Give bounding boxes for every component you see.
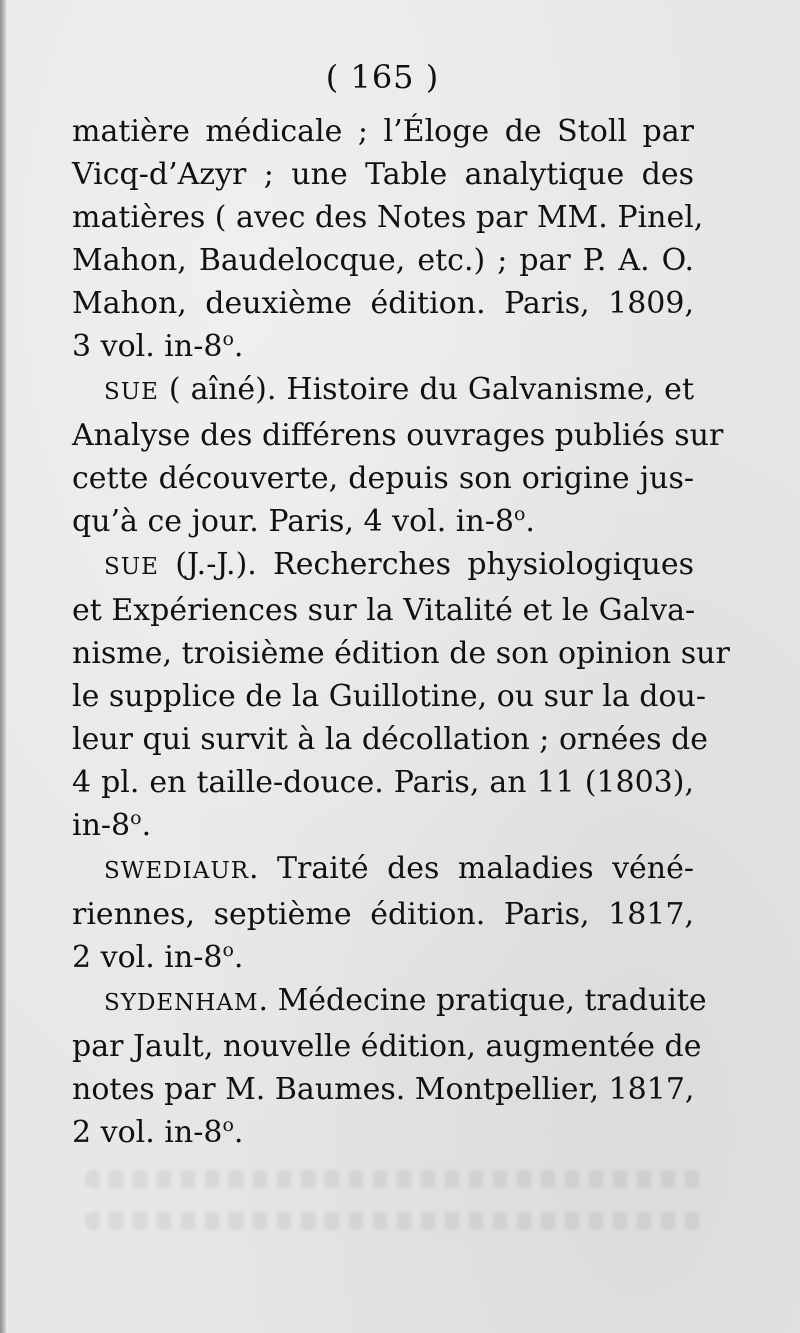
text-line (72, 675, 706, 718)
line-end-punctuation: . (525, 504, 535, 539)
bleed-through-mark (85, 1170, 705, 1188)
bleed-through-mark (85, 1212, 705, 1230)
line-text: Mahon, deuxième édition. Paris, 1809, (72, 286, 694, 321)
line-text: qu’à ce jour. Paris, 4 vol. in-8 (72, 504, 514, 539)
body-text (72, 110, 730, 1154)
line-end-punctuation: . (233, 329, 244, 364)
superscript: o (513, 503, 526, 525)
page-number-header: ( 165 ) (325, 58, 440, 96)
line-text: cette découverte, depuis son origine jus- (72, 461, 694, 496)
text-line (72, 847, 694, 893)
line-text: Mahon, Baudelocque, etc.) ; par P. A. O. (72, 243, 694, 278)
superscript: o (222, 328, 234, 350)
text-line (72, 196, 704, 239)
line-end-punctuation: . (141, 808, 152, 843)
line-text: ( aîné). Histoire du Galvanisme, et (158, 372, 694, 407)
line-text: le supplice de la Guillotine, ou sur la dou- (72, 679, 706, 714)
line-text: riennes, septième édition. Paris, 1817, (72, 897, 694, 932)
line-text: matière médicale ; l’Éloge de Stoll par (72, 114, 694, 149)
line-text: Analyse des différens ouvrages publiés sur (72, 418, 724, 453)
line-text: matières ( avec des Notes par MM. Pinel, (72, 200, 704, 235)
text-line (72, 457, 694, 500)
text-line (72, 936, 694, 979)
text-line (72, 1025, 702, 1068)
text-line (72, 718, 709, 761)
entry-author: SUE (104, 554, 159, 580)
line-end-punctuation: . (233, 940, 244, 975)
line-text: 4 pl. en taille-douce. Paris, an 11 (1803), (72, 765, 694, 800)
line-text: . Traité des maladies véné- (249, 851, 694, 886)
line-text: in-8 (72, 808, 131, 843)
line-text: notes par M. Baumes. Montpellier, 1817, (72, 1072, 695, 1107)
line-text: 3 vol. in-8 (72, 329, 223, 364)
text-line (72, 979, 707, 1025)
text-line (72, 632, 730, 675)
text-line (72, 325, 694, 368)
line-text: 2 vol. in-8 (72, 1115, 223, 1150)
line-text: Vicq-d’Azyr ; une Table analytique des (72, 157, 694, 192)
text-line (72, 804, 694, 847)
line-text: . Médecine pratique, traduite (258, 983, 707, 1018)
text-line (72, 543, 694, 589)
entry-author: SYDENHAM (104, 990, 259, 1016)
line-text: par Jault, nouvelle édition, augmentée de (72, 1029, 702, 1064)
text-line (72, 1111, 694, 1154)
line-text: (J.-J.). Recherches physiologiques (158, 547, 694, 582)
superscript: o (130, 807, 142, 829)
superscript: o (222, 939, 234, 961)
text-line (72, 414, 724, 457)
entry-author: SUE (104, 379, 159, 405)
text-line (72, 282, 694, 325)
page-edge-shadow (0, 0, 6, 1333)
text-line (72, 153, 694, 196)
text-line (72, 110, 694, 153)
entry-author: SWEDIAUR (104, 858, 250, 884)
text-line (72, 893, 694, 936)
line-text: 2 vol. in-8 (72, 940, 223, 975)
text-line (72, 239, 694, 282)
text-line (72, 589, 694, 632)
line-end-punctuation: . (233, 1115, 244, 1150)
line-text: leur qui survit à la décollation ; ornées de (72, 722, 709, 757)
superscript: o (222, 1114, 234, 1136)
text-line (72, 368, 694, 414)
text-line (72, 761, 694, 804)
line-text: et Expériences sur la Vitalité et le Galva- (72, 593, 696, 628)
text-line (72, 1068, 694, 1111)
text-line (72, 500, 694, 543)
line-text: nisme, troisième édition de son opinion sur (72, 636, 730, 671)
